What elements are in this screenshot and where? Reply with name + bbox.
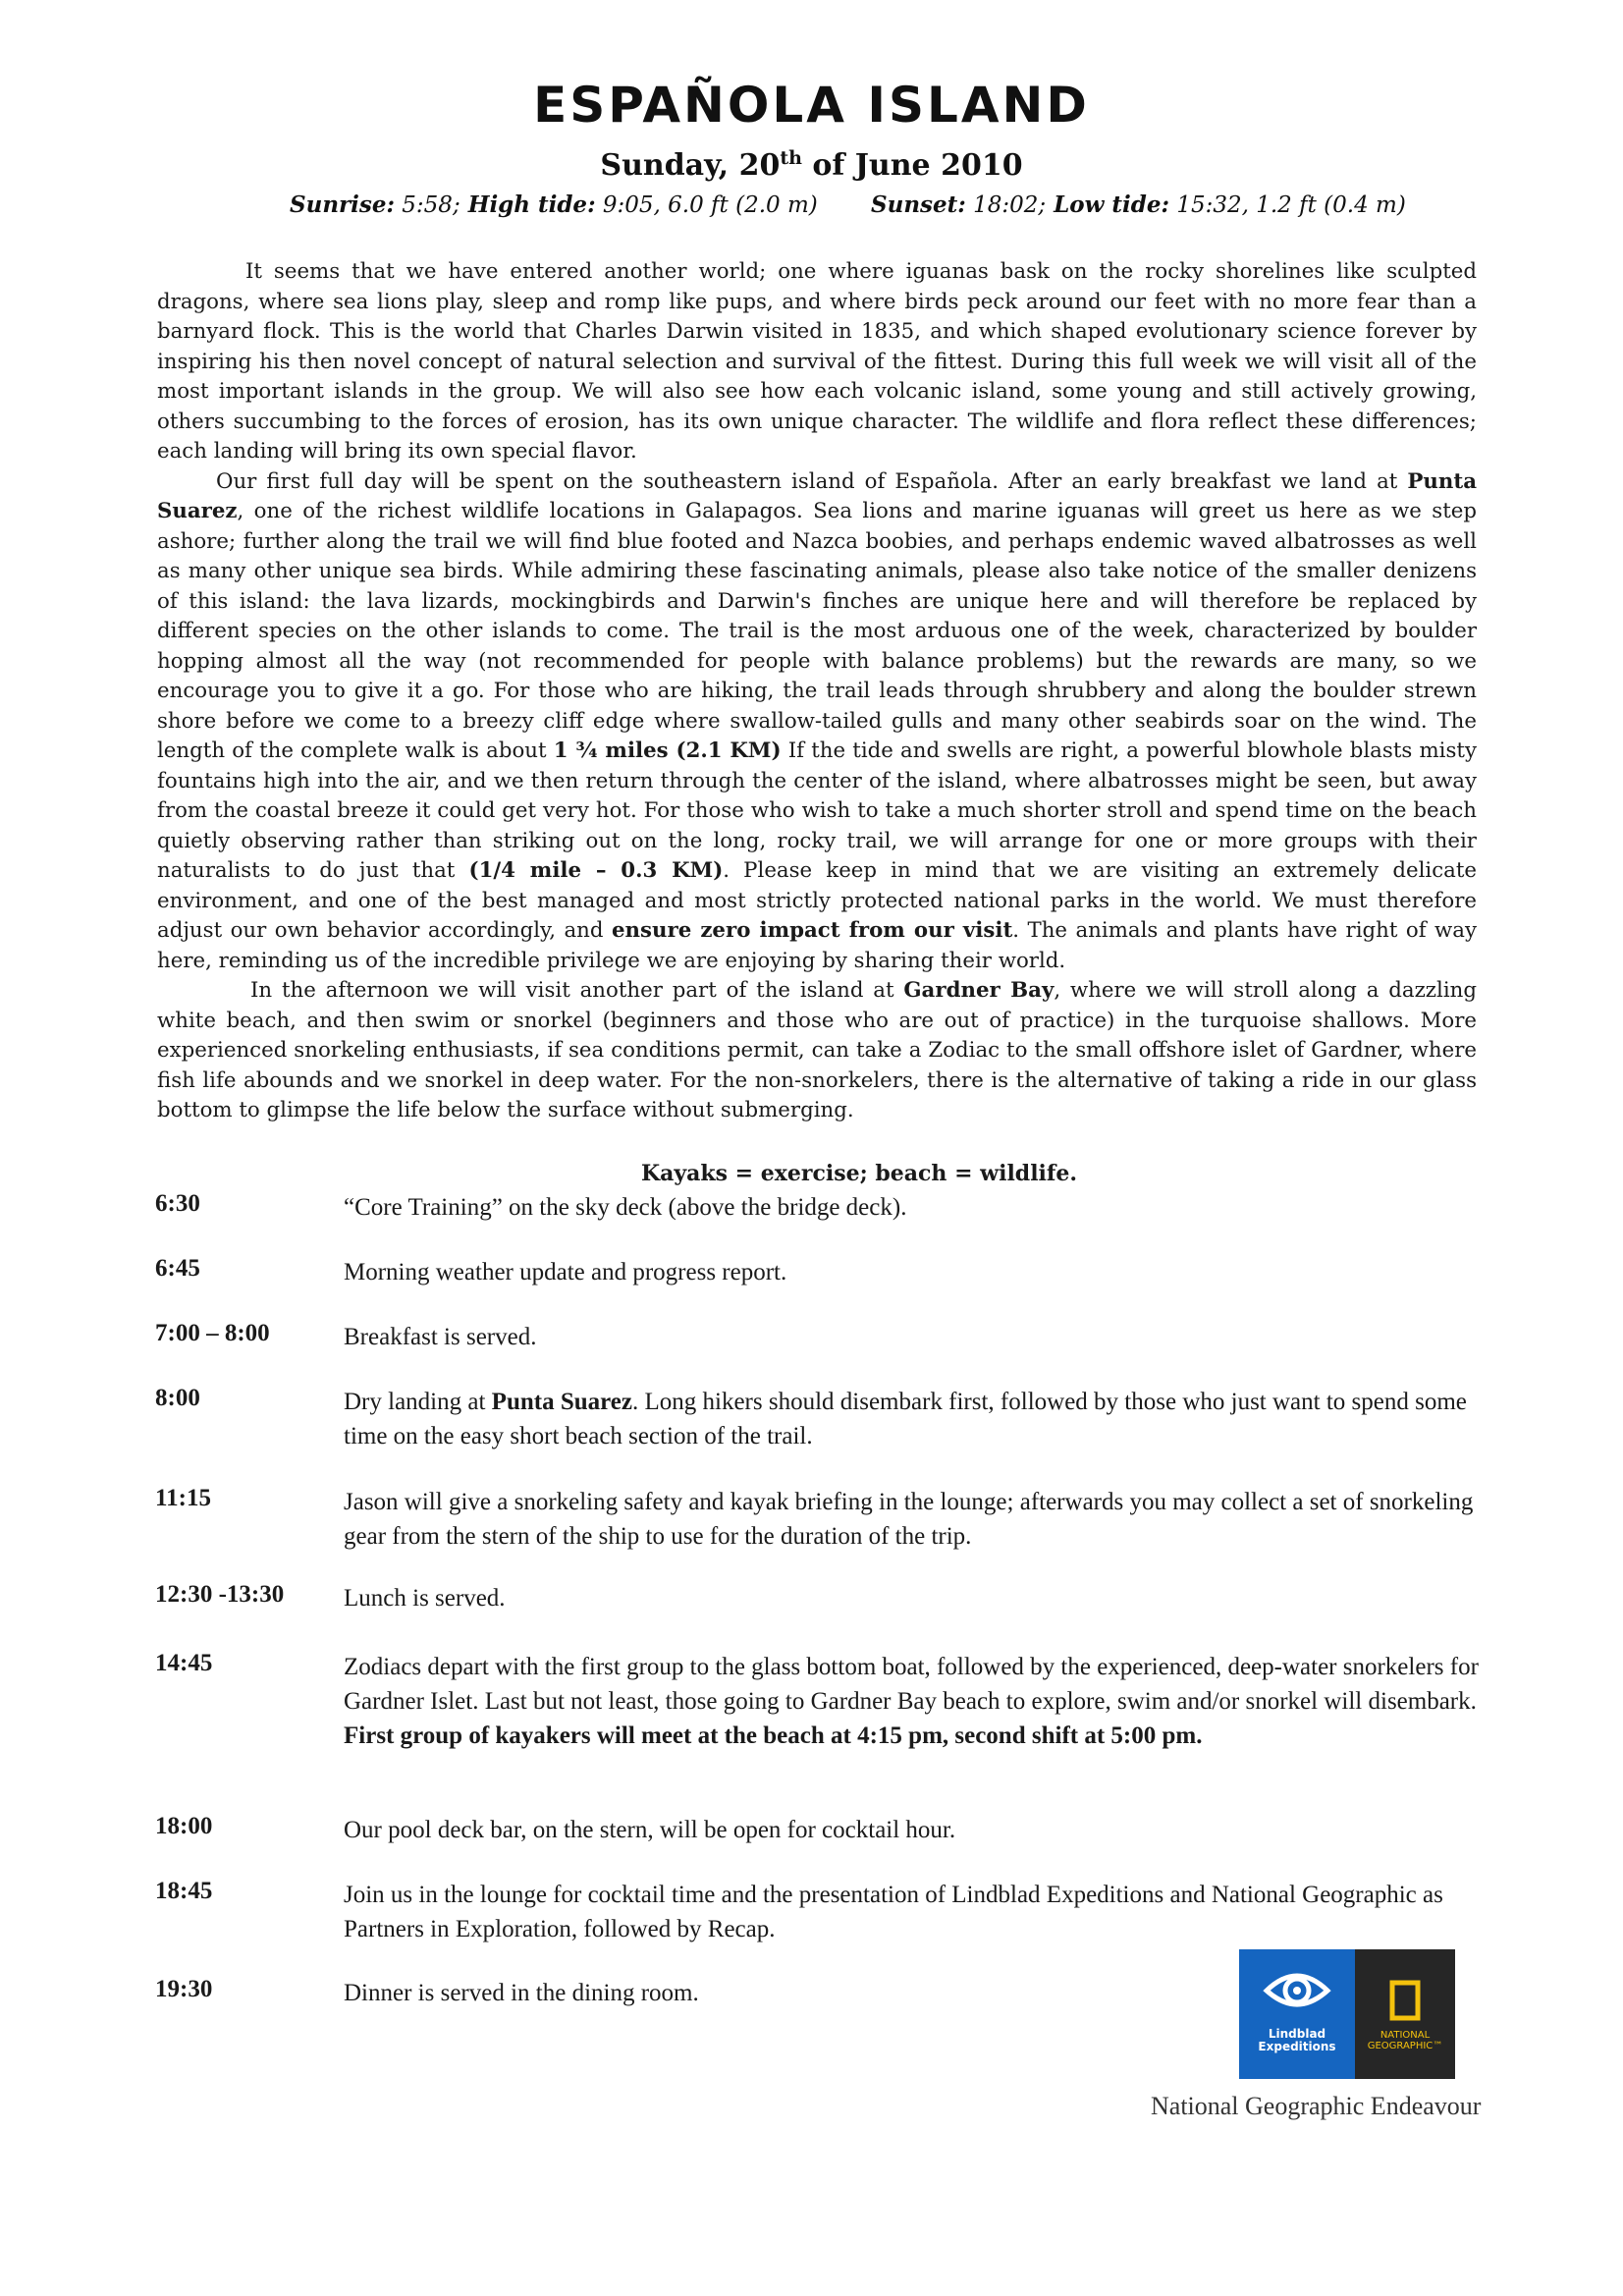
text-run: If the tide and swells are right, a powerful blowhole blasts misty fountains high into the air, and we then return through the center of the island, where albatrosses might be seen, but away from the coastal breeze it could get very hot. For those who wish to take a much shorter stroll and spend time on the beach quietly observing rather than striking out on the long, rocky trail, we will arrange for one or more groups with their naturalists to do just that xyxy=(157,738,1477,883)
espanola-paragraph xyxy=(157,467,1477,977)
schedule-desc: Breakfast is served. xyxy=(344,1324,537,1350)
text-run: Our first full day will be spent on the southeastern island of Española. After an early breakfast we land at xyxy=(216,468,1408,494)
lindblad-logo xyxy=(1239,1949,1355,2079)
schedule-time: 7:00 – 8:00 xyxy=(155,1320,270,1346)
date-rest: of June 2010 xyxy=(801,148,1023,183)
text-run: . Long hikers should disembark first, followed by those who just want to spend some time on the easy short beach section of the trail. xyxy=(344,1389,1467,1449)
gardner-paragraph xyxy=(157,976,1477,1126)
text-run: In the afternoon we will visit another part of the island at xyxy=(250,978,904,1003)
natgeo-wordmark xyxy=(1355,2030,1455,2051)
date-ordinal: th xyxy=(780,147,802,169)
low-tide-label: Low tide: xyxy=(1046,191,1170,218)
schedule-desc: Morning weather update and progress report. xyxy=(344,1259,787,1285)
schedule-desc: Our pool deck bar, on the stern, will be open for cocktail hour. xyxy=(344,1817,956,1843)
yellow-border-icon xyxy=(1355,1949,1455,2028)
text-run: , where we will stroll along a dazzling white beach, and then swim or snorkel (beginners and those who are out of practice) in the turquoise shallows. More experienced snorkeling enthusiasts, if sea conditions permit, can take a Zodiac to the small offshore islet of Gardner, where fish life abounds and we snorkel in deep water. For the non-snorkelers, there is the alternative of taking a ride in our glass bottom to glimpse the life below the surface without submerging. xyxy=(157,978,1477,1122)
date-text: Sunday, 20 xyxy=(600,148,781,183)
schedule-time: 18:00 xyxy=(155,1813,213,1839)
high-tide-label: High tide: xyxy=(460,191,596,218)
schedule-desc: Dinner is served in the dining room. xyxy=(344,1980,699,2006)
high-tide-value: 9:05, 6.0 ft (2.0 m) xyxy=(595,192,818,218)
sunrise-value: 5:58; xyxy=(394,192,460,218)
walk-length-highlight: 1 ¾ miles (2.1 KM) xyxy=(553,738,782,763)
intro-paragraph: It seems that we have entered another world; one where iguanas bask on the rocky shorelines like sculpted dragons, where sea lions play, sleep and romp like pups, and where birds peck around our feet with no more fear than a barnyard flock. This is the world that Charles Darwin visited in 1835, and which shaped evolutionary science forever by inspiring his then novel concept of natural selection and survival of the fittest. During this full week we will visit all of the most important islands in the group. We will also see how each volcanic island, some young and still actively growing, others succumbing to the forces of erosion, has its own unique character. The wildlife and flora reflect these differences; each landing will bring its own special flavor. xyxy=(157,259,1477,464)
partner-logo xyxy=(1239,1949,1455,2079)
punta-suarez-highlight: Punta Suarez xyxy=(157,468,1477,523)
sunset-value: 18:02; xyxy=(965,192,1047,218)
expeditions-line: Expeditions xyxy=(1258,2040,1336,2053)
schedule-time: 11:15 xyxy=(155,1485,211,1511)
page-title: ESPAÑOLA ISLAND xyxy=(533,77,1090,134)
schedule-desc: “Core Training” on the sky deck (above the bridge deck). xyxy=(344,1194,907,1221)
ship-name: National Geographic Endeavour xyxy=(1151,2092,1482,2120)
gardner-bay-highlight: Gardner Bay xyxy=(903,978,1055,1003)
text-run: Dry landing at xyxy=(344,1389,492,1415)
sunrise-hightide xyxy=(290,191,818,218)
schedule-desc: Join us in the lounge for cocktail time and the presentation of Lindblad Expeditions and National Geographic as Partners in Exploration, followed by Recap. xyxy=(344,1882,1443,1942)
schedule-time: 12:30 -13:30 xyxy=(155,1581,285,1608)
low-tide-value: 15:32, 1.2 ft (0.4 m) xyxy=(1169,192,1406,218)
schedule-desc xyxy=(344,1385,1483,1453)
kayaks-note: Kayaks = exercise; beach = wildlife. xyxy=(640,1161,1078,1186)
schedule-time: 14:45 xyxy=(155,1650,213,1676)
kayak-groups-highlight: First group of kayakers will meet at the beach at 4:15 pm, second shift at 5:00 pm. xyxy=(344,1722,1203,1749)
short-walk-highlight: (1/4 mile – 0.3 KM) xyxy=(468,858,724,883)
natgeo-logo xyxy=(1355,1949,1455,2079)
sunset-lowtide xyxy=(871,191,1406,218)
sunset-label: Sunset: xyxy=(871,191,966,218)
schedule-time: 6:45 xyxy=(155,1255,200,1282)
lindblad-wordmark xyxy=(1239,2028,1355,2053)
lindblad-line: Lindblad xyxy=(1268,2027,1326,2041)
zero-impact-highlight: ensure zero impact from our visit xyxy=(611,918,1013,943)
geographic-line: GEOGRAPHIC™ xyxy=(1367,2041,1443,2051)
eye-icon xyxy=(1239,1949,1355,2028)
text-run: . Please keep in mind that we are visiting an extremely delicate environment, and one of the best managed and most strictly protected national parks in the world. We must therefore adjust our own behavior accordingly, and xyxy=(157,858,1478,943)
program-date xyxy=(0,147,1623,183)
schedule-time: 8:00 xyxy=(155,1385,200,1411)
text-run: , one of the richest wildlife locations in Galapagos. Sea lions and marine iguanas will greet us here as we step ashore; further along the trail we will find blue footed and Nazca boobies, and perhaps endemic waved albatrosses as well as many other unique sea birds. While admiring these fascinating animals, please also take notice of the smaller denizens of this island: the lava lizards, mockingbirds and Darwin's finches are unique here and will therefore be replaced by different species on the other islands to come. The trail is the most arduous one of the week, characterized by boulder hopping almost all the way (not recommended for people with balance problems) but the rewards are many, so we encourage you to give it a go. For those who are hiking, the trail leads through shrubbery and along the boulder strewn shore before we come to a breezy cliff edge where swallow-tailed gulls and many other seabirds soar on the wind. The length of the complete walk is about xyxy=(157,499,1477,763)
text-run: . The animals and plants have right of way here, reminding us of the incredible privilege we are enjoying by sharing their world. xyxy=(157,918,1477,973)
intro-text xyxy=(157,257,1477,1126)
schedule-desc: Lunch is served. xyxy=(344,1585,506,1612)
schedule-desc: Jason will give a snorkeling safety and kayak briefing in the lounge; afterwards you may collect a set of snorkeling gear from the stern of the ship to use for the duration of the trip. xyxy=(344,1489,1474,1550)
schedule-time: 19:30 xyxy=(155,1976,213,2002)
national-line: NATIONAL xyxy=(1380,2030,1431,2041)
punta-suarez-highlight: Punta Suarez xyxy=(491,1389,632,1415)
schedule-time: 6:30 xyxy=(155,1190,200,1217)
sunrise-label: Sunrise: xyxy=(290,191,395,218)
schedule-time: 18:45 xyxy=(155,1878,213,1904)
schedule-desc xyxy=(344,1650,1483,1753)
text-run: Zodiacs depart with the first group to the glass bottom boat, followed by the experienced, deep-water snorkelers for Gardner Islet. Last but not least, those going to Gardner Bay beach to explore, swim and/or snorkel will disembark. xyxy=(344,1654,1479,1715)
